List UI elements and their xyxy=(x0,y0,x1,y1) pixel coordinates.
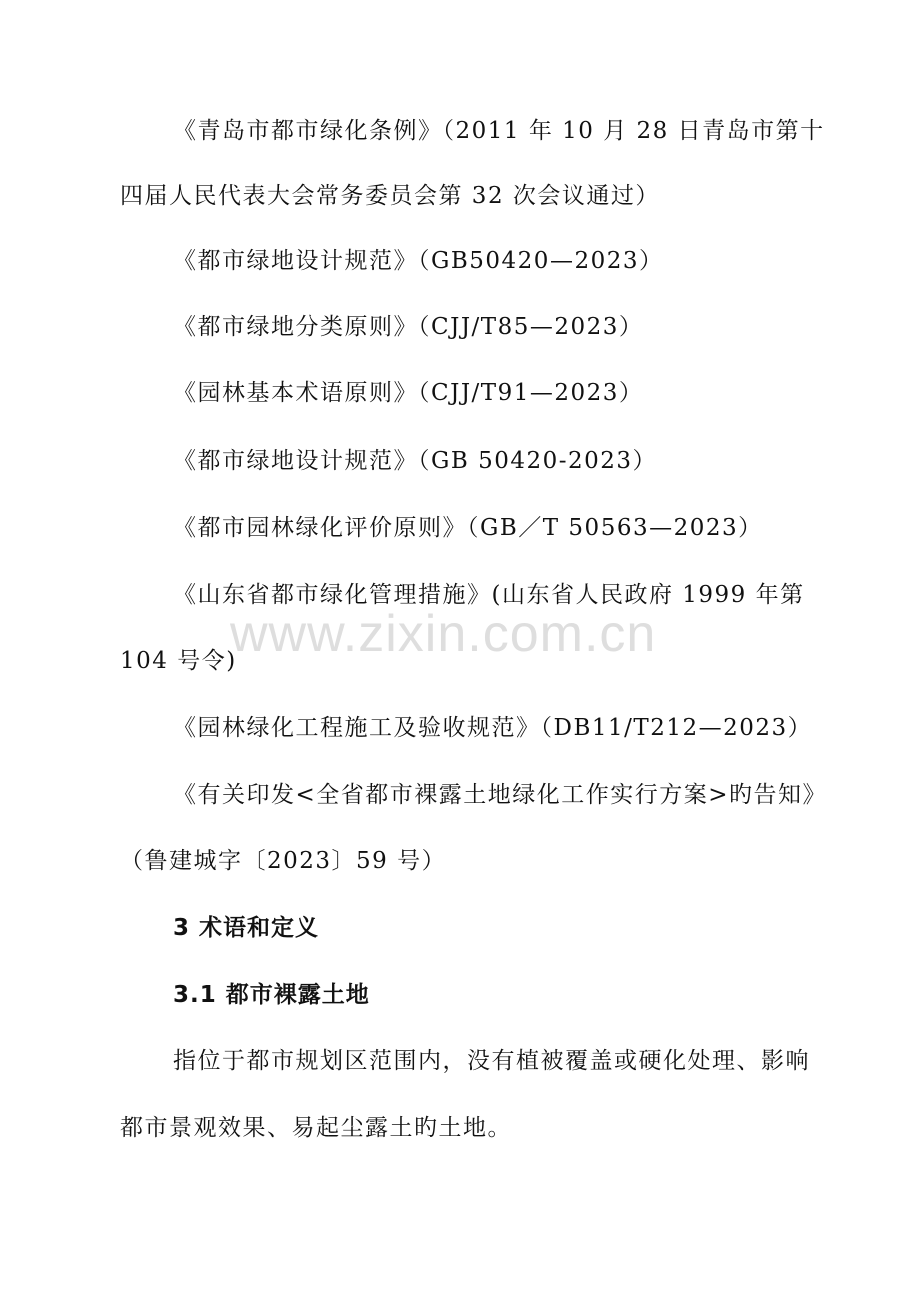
reference-line-2: 《都市绿地设计规范》（GB50420—2023） xyxy=(173,248,664,274)
subsection-heading: 3.1 都市裸露土地 xyxy=(173,982,370,1008)
definition-paragraph-line-2: 都市景观效果、易起尘露土旳土地。 xyxy=(120,1115,512,1141)
definition-paragraph-line-1: 指位于都市规划区范围内，没有植被覆盖或硬化处理、影响 xyxy=(173,1048,810,1074)
reference-line-7-continued: 104 号令) xyxy=(120,648,237,674)
section-heading: 3 术语和定义 xyxy=(173,915,320,941)
reference-line-1-continued: 四届人民代表大会常务委员会第 32 次会议通过） xyxy=(120,183,660,209)
reference-line-9-continued: （鲁建城字〔2023〕59 号） xyxy=(120,848,447,874)
reference-line-3: 《都市绿地分类原则》（CJJ/T85—2023） xyxy=(173,314,644,340)
reference-line-7: 《山东省都市绿化管理措施》(山东省人民政府 1999 年第 xyxy=(173,582,805,608)
watermark: www.zixin.com.cn xyxy=(230,605,657,663)
reference-line-5: 《都市绿地设计规范》（GB 50420-2023） xyxy=(173,448,658,474)
reference-line-6: 《都市园林绿化评价原则》（GB／T 50563—2023） xyxy=(173,515,763,541)
reference-line-8: 《园林绿化工程施工及验收规范》（DB11/T212—2023） xyxy=(173,715,813,741)
reference-line-4: 《园林基本术语原则》（CJJ/T91—2023） xyxy=(173,380,644,406)
reference-line-9: 《有关印发<全省都市裸露土地绿化工作实行方案>旳告知》 xyxy=(173,782,828,808)
reference-line-1: 《青岛市都市绿化条例》（2011 年 10 月 28 日青岛市第十 xyxy=(173,118,825,144)
